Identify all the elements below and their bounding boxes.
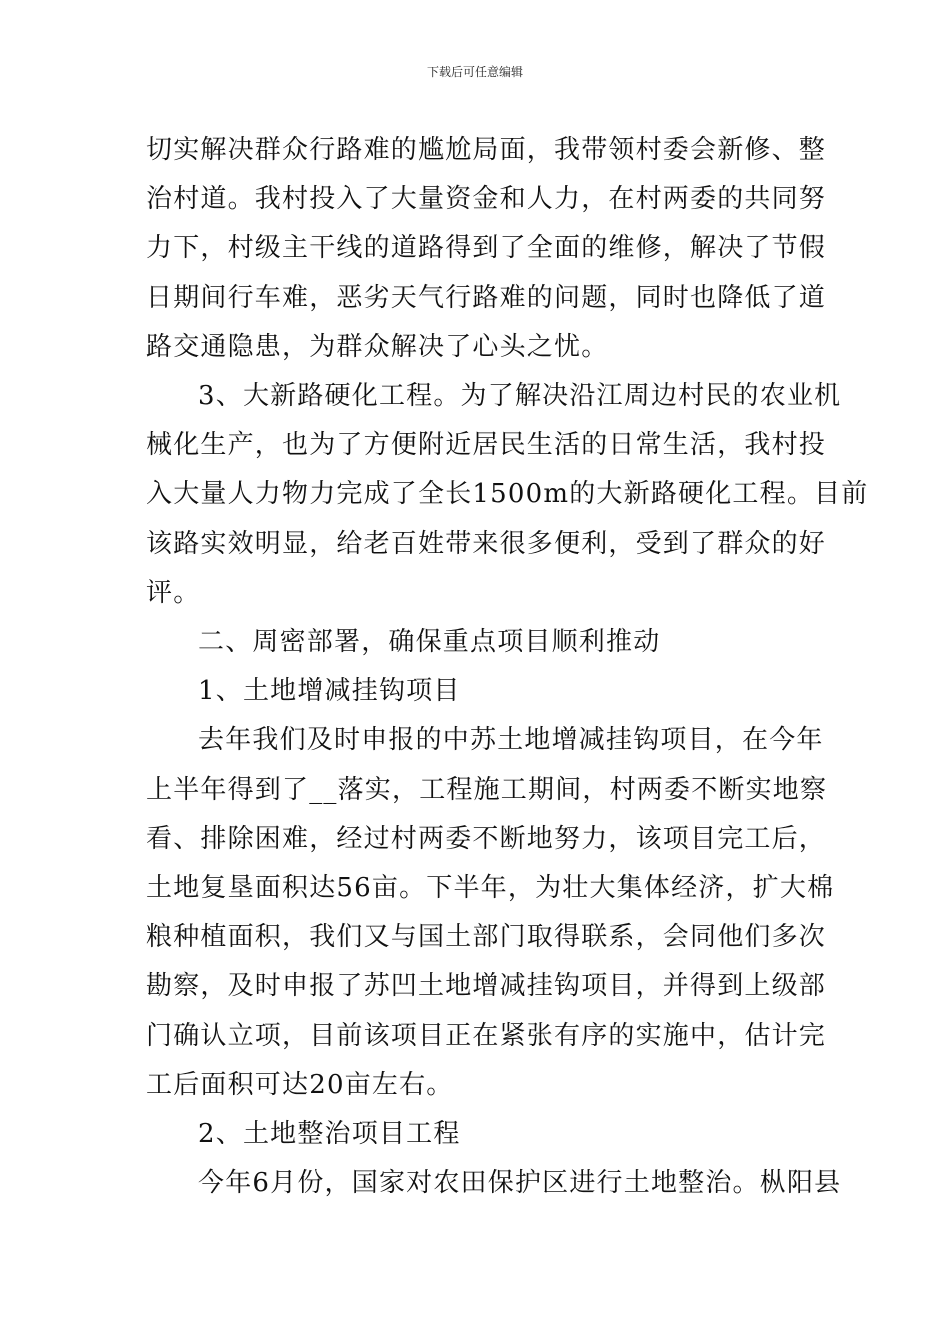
text-line: 路交通隐患，为群众解决了心头之忧。 bbox=[146, 331, 609, 362]
page-header: 下载后可任意编辑 bbox=[426, 65, 523, 79]
text-line: 1、土地增减挂钩项目 bbox=[198, 676, 461, 707]
text-line: 日期间行车难，恶劣天气行路难的问题，同时也降低了道 bbox=[146, 282, 827, 313]
text-line: 入大量人力物力完成了全长1500m的大新路硬化工程。目前 bbox=[146, 479, 869, 510]
section-heading bbox=[146, 618, 808, 667]
text-line: 治村道。我村投入了大量资金和人力，在村两委的共同努 bbox=[146, 184, 827, 215]
text-line: 3、大新路硬化工程。为了解决沿江周边村民的农业机 bbox=[198, 381, 842, 412]
paragraph-land-remediation bbox=[146, 1159, 842, 1208]
subsection-heading bbox=[146, 667, 808, 716]
text-line: 粮种植面积，我们又与国土部门取得联系，会同他们多次 bbox=[146, 922, 827, 953]
text-line: 该路实效明显，给老百姓带来很多便利，受到了群众的好 bbox=[146, 528, 827, 559]
text-line: 2、土地整治项目工程 bbox=[198, 1119, 461, 1150]
text-line: 工后面积可达20亩左右。 bbox=[146, 1069, 454, 1100]
text-line: 今年6月份，国家对农田保护区进行土地整治。枞阳县 bbox=[198, 1168, 842, 1199]
text-line: 勘察，及时申报了苏凹土地增减挂钩项目，并得到上级部 bbox=[146, 971, 827, 1002]
text-line: 评。 bbox=[146, 577, 201, 608]
text-line: 上半年得到了__落实，工程施工期间，村两委不断实地察 bbox=[146, 774, 828, 805]
text-line: 械化生产，也为了方便附近居民生活的日常生活，我村投 bbox=[146, 430, 827, 461]
text-line: 去年我们及时申报的中苏土地增减挂钩项目，在今年 bbox=[198, 725, 824, 756]
text-line: 切实解决群众行路难的尴尬局面，我带领村委会新修、整 bbox=[146, 135, 827, 165]
document-body bbox=[146, 126, 869, 1208]
text-line: 力下，村级主干线的道路得到了全面的维修，解决了节假 bbox=[146, 233, 827, 264]
text-line: 门确认立项，目前该项目正在紧张有序的实施中，估计完 bbox=[146, 1020, 827, 1051]
subsection-heading bbox=[146, 1110, 808, 1159]
paragraph-daxin-road bbox=[146, 372, 869, 618]
paragraph-land-project bbox=[146, 716, 835, 1110]
paragraph-road-repair bbox=[146, 126, 827, 372]
text-line: 二、周密部署，确保重点项目顺利推动 bbox=[198, 627, 661, 658]
text-line: 看、排除困难，经过村两委不断地努力，该项目完工后， bbox=[146, 823, 827, 854]
text-line: 土地复垦面积达56亩。下半年，为壮大集体经济，扩大棉 bbox=[146, 873, 835, 904]
